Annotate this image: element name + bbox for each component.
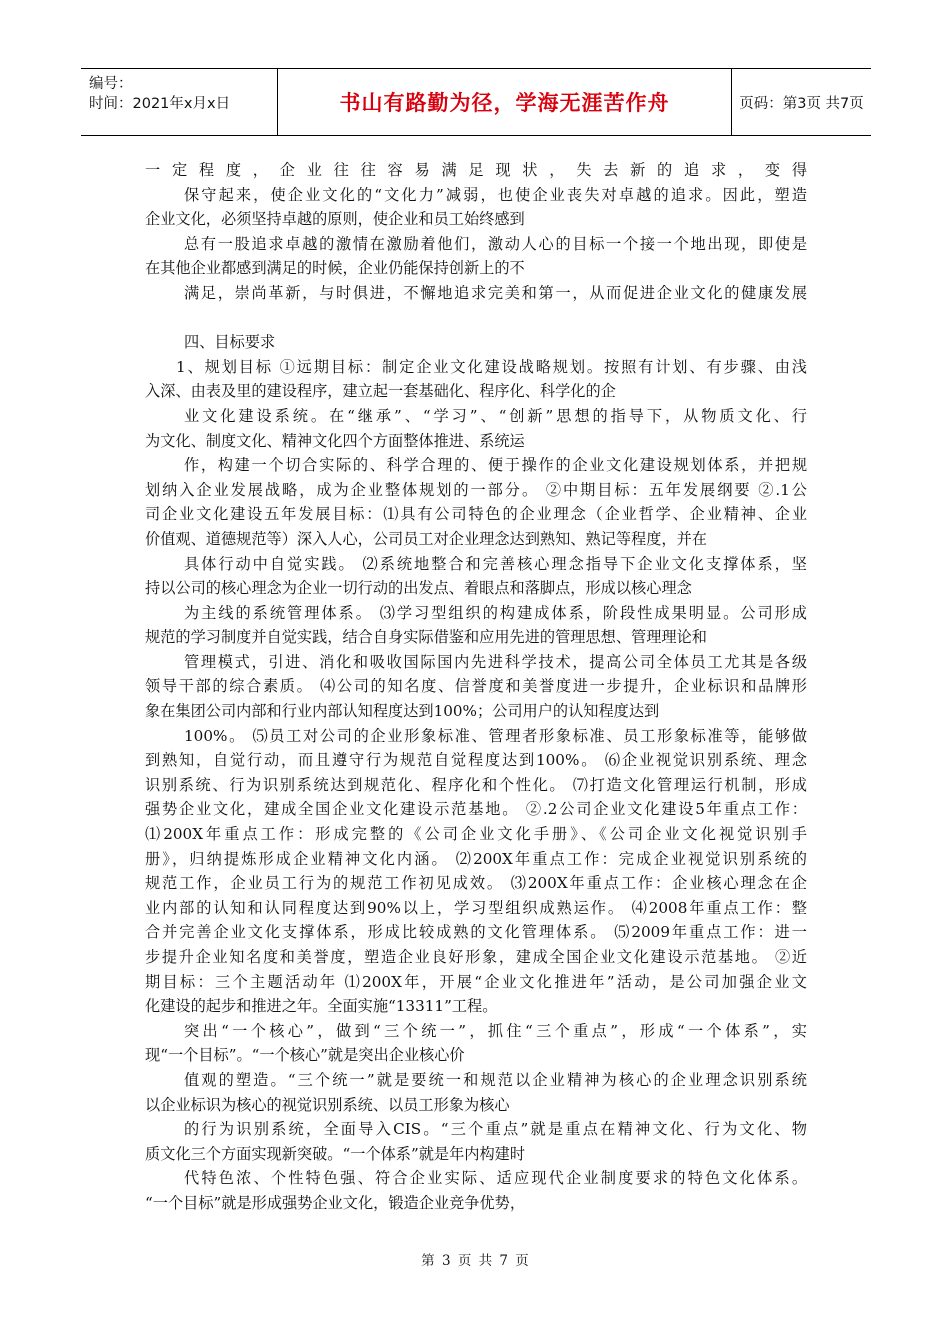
body-line: 的行为识别系统，全面导入CIS。“三个重点”就是重点在精神文化、行为文化、物 [184,1120,807,1139]
body-line: 强势企业文化，建成全国企业文化建设示范基地。 ②.2公司企业文化建设5年重点工作： [145,800,807,819]
body-line: 具体行动中自觉实践。 ⑵系统地整合和完善核心理念指导下企业文化支撑体系，坚 [184,554,807,573]
body-line: 化建设的起步和推进之年。全面实施“13311”工程。 [145,997,498,1016]
body-line: 质文化三个方面实现新突破。“一个体系”就是年内构建时 [145,1144,526,1163]
page-footer: 第 3 页 共 7 页 [421,1253,529,1269]
body-line: 作，构建一个切合实际的、科学合理的、便于操作的企业文化建设规划体系，并把规 [184,456,807,475]
body-line: 业内部的认知和认同程度达到90%以上，学习型组织成熟运作。 ⑷2008年重点工作：整 [145,898,807,917]
paragraph-gap [145,306,807,331]
body-line: “一个目标”就是形成强势企业文化，锻造企业竞争优势， [145,1193,526,1212]
body-line: 为文化、制度文化、精神文化四个方面整体推进、系统运 [145,431,525,450]
body-line: 司企业文化建设五年发展目标：⑴具有公司特色的企业理念（企业哲学、企业精神、企业 [145,505,807,524]
body-line: 步提升企业知名度和美誉度，塑造企业良好形象，建成全国企业文化建设示范基地。 ②近 [145,948,807,966]
body-line: 突出“一个核心”，做到“三个统一”，抓住“三个重点”，形成“一个体系”，实 [184,1021,807,1040]
section-heading: 四、目标要求 [184,333,276,352]
body-line: 总有一股追求卓越的激情在激励着他们，激动人心的目标一个接一个地出现，即使是 [184,234,807,253]
page-header [81,68,871,136]
body-line: 1、规划目标 ①远期目标：制定企业文化建设战略规划。按照有计划、有步骤、由浅 [176,357,807,376]
body-line: 合并完善企业文化支撑体系，形成比较成熟的文化管理体系。 ⑸2009年重点工作：进一 [145,923,807,942]
body-line: 到熟知，自觉行动，而且遵守行为规范自觉程度达到100%。 ⑹企业视觉识别系统、理念 [145,751,807,770]
body-line: 企业文化，必须坚持卓越的原则，使企业和员工始终感到 [145,210,525,229]
body-line: 持以公司的核心理念为企业一切行动的出发点、着眼点和落脚点，形成以核心理念 [145,579,692,598]
motto-text: 书山有路勤为径，学海无涯苦作舟 [339,91,670,115]
body-line: ⑴200X年重点工作：形成完整的《公司企业文化手册》、《公司企业文化视觉识别手 [145,825,807,844]
body-line: 规范的学习制度并自觉实践，结合自身实际借鉴和应用先进的管理思想、管理理论和 [145,628,707,647]
body-line: 业文化建设系统。在“继承”、“学习”、“创新”思想的指导下，从物质文化、行 [184,406,807,425]
body-line: 入深、由表及里的建设程序，建立起一套基础化、程序化、科学化的企 [145,382,616,401]
body-line: 满足，崇尚革新，与时俱进，不懈地追求完美和第一，从而促进企业文化的健康发展 [184,283,807,302]
body-line: 100%。 ⑸员工对公司的企业形象标准、管理者形象标准、员工形象标准等，能够做 [184,726,807,745]
body-line: 为主线的系统管理体系。 ⑶学习型组织的构建成体系，阶段性成果明显。公司形成 [184,603,807,622]
body-line: 一定程度，企业往往容易满足现状，失去新的追求，变得 [145,161,807,179]
body-line: 现“一个目标”。“一个核心”就是突出企业核心价 [145,1046,465,1065]
header-meta [81,69,277,135]
date-label: 时间：2021年x月x日 [89,96,231,112]
body-line: 以企业标识为核心的视觉识别系统、以员工形象为核心 [145,1095,510,1114]
body-line: 值观的塑造。“三个统一”就是要统一和规范以企业精神为核心的企业理念识别系统 [184,1070,807,1089]
document-body [145,158,807,1216]
body-line: 规范工作，企业员工行为的规范工作初见成效。 ⑶200X年重点工作：企业核心理念在企 [145,874,807,893]
body-line: 期目标：三个主题活动年 ⑴200X年，开展“企业文化推进年”活动，是公司加强企业文 [145,972,807,991]
body-line: 管理模式，引进、消化和吸收国际国内先进科学技术，提高公司全体员工尤其是各级 [184,652,807,671]
body-line: 领导干部的综合素质。 ⑷公司的知名度、信誉度和美誉度进一步提升，企业标识和品牌形 [145,677,807,696]
body-line: 价值观、道德规范等）深入人心，公司员工对企业理念达到熟知、熟记等程度，并在 [145,529,707,548]
body-line: 划纳入企业发展战略，成为企业整体规划的一部分。 ②中期目标：五年发展纲要 ②.1公 [145,480,807,499]
body-line: 在其他企业都感到满足的时候，企业仍能保持创新上的不 [145,259,525,278]
body-line: 册》，归纳提炼形成企业精神文化内涵。 ⑵200X年重点工作：完成企业视觉识别系统的 [145,849,807,868]
number-label: 编号： [89,76,133,92]
body-line: 保守起来，使企业文化的“文化力”减弱，也使企业丧失对卓越的追求。因此，塑造 [184,185,807,204]
page-info: 页码：第3页 共7页 [739,95,864,112]
header-motto-cell [277,69,732,135]
body-line: 象在集团公司内部和行业内部认知程度达到100%；公司用户的认知程度达到 [145,702,660,721]
body-line: 代特色浓、个性特色强、符合企业实际、适应现代企业制度要求的特色文化体系。 [184,1169,807,1188]
body-line: 识别系统、行为识别系统达到规范化、程序化和个性化。 ⑺打造文化管理运行机制，形成 [145,775,807,794]
